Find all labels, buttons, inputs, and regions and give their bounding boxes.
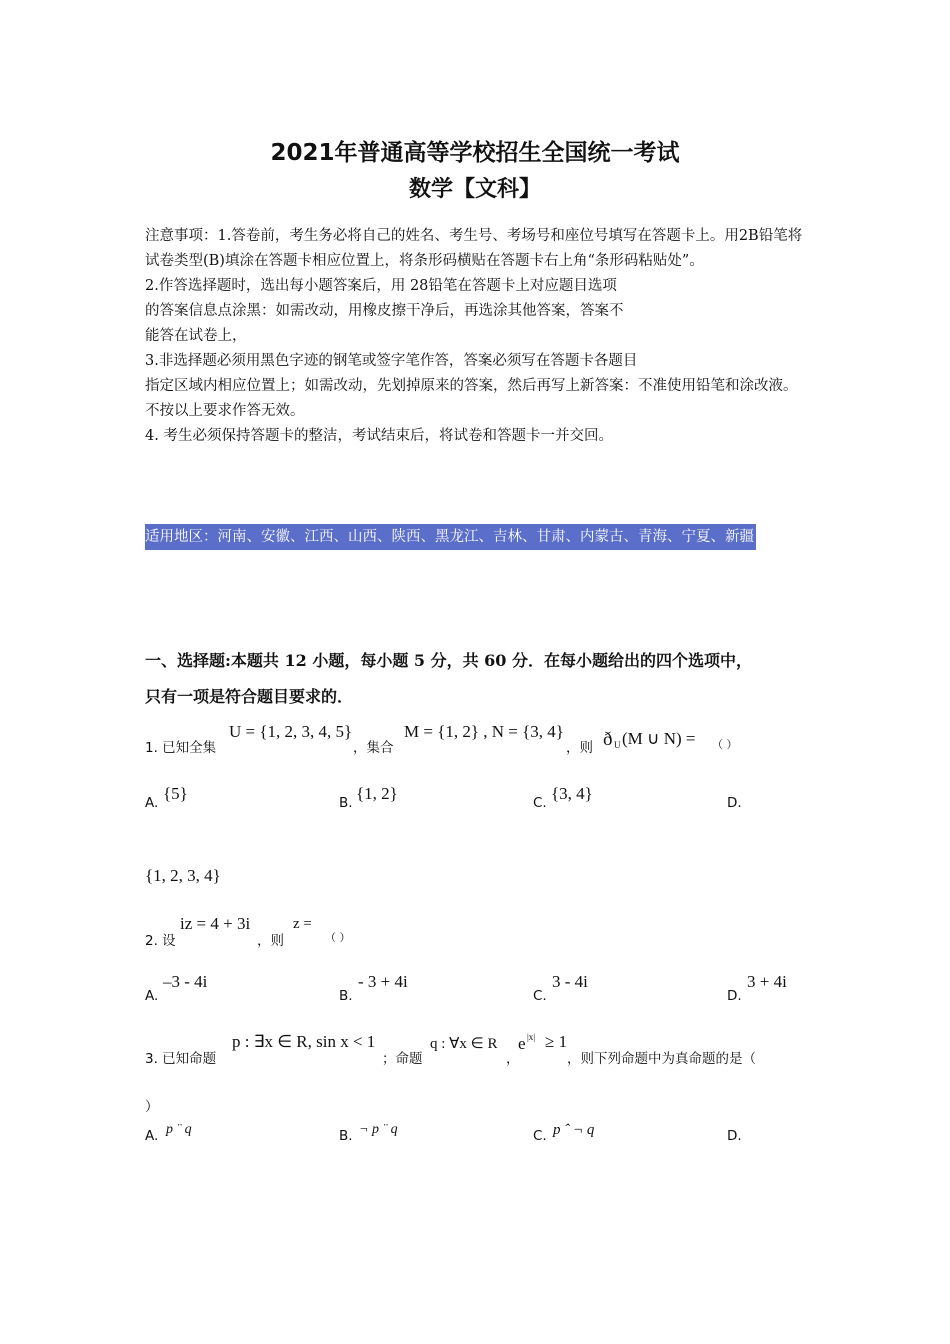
q3-option-c: p ˆ ¬ q — [553, 1122, 595, 1138]
q1-prefix: 1. 已知全集 — [145, 740, 217, 756]
q3-proposition-q: q : ∀x ∈ R — [430, 1036, 498, 1052]
q1-option-d-label: D. — [727, 795, 742, 811]
q1-set-u: U = {1, 2, 3, 4, 5} — [229, 722, 353, 741]
q3-semi: ；命题 — [382, 1051, 423, 1067]
q1-paren: （ ） — [712, 738, 738, 751]
q3-option-b-label: B. — [339, 1128, 353, 1144]
note-line: 的答案信息点涂黑：如需改动，用橡皮擦干净后，再选涂其他答案，答案不 — [145, 303, 624, 319]
q3-comma: ， — [506, 1051, 520, 1067]
exam-title: 2021年普通高等学校招生全国统一考试 — [270, 140, 680, 166]
q1-option-b: {1, 2} — [356, 784, 398, 803]
q1-option-c-label: C. — [533, 795, 547, 811]
q3-e: e — [518, 1034, 526, 1053]
q1-complement-sub: U — [614, 740, 621, 750]
q3-ge: ≥ 1 — [545, 1032, 568, 1051]
q3-exp: |x| — [527, 1032, 536, 1042]
q3-close: ） — [145, 1099, 159, 1115]
q2-option-c-label: C. — [533, 988, 547, 1004]
q2-option-a: –3 - 4i — [163, 972, 208, 991]
q1-complement-symbol: ð — [603, 729, 613, 750]
section-heading: 一、选择题:本题共 12 小题，每小题 5 分，共 60 分．在每小题给出的四个选项中， — [145, 651, 752, 670]
q1-sets-mn: M = {1, 2} , N = {3, 4} — [404, 722, 564, 741]
q2-z: z = — [293, 916, 312, 932]
q2-paren: （ ） — [325, 931, 351, 944]
q3-option-c-label: C. — [533, 1128, 547, 1144]
q2-option-b-label: B. — [339, 988, 353, 1004]
q3-prefix: 3. 已知命题 — [145, 1051, 217, 1067]
q1-option-a-label: A. — [145, 795, 159, 811]
note-line: 4. 考生必须保持答题卡的整洁，考试结束后，将试卷和答题卡一并交回。 — [145, 428, 613, 444]
q1-option-d: {1, 2, 3, 4} — [145, 866, 221, 885]
q3-option-a: p ¨ q — [166, 1122, 192, 1137]
q1-expr: (M ∪ N) = — [622, 729, 696, 748]
q3-option-d-label: D. — [727, 1128, 742, 1144]
q3-tail: ，则下列命题中为真命题的是（ — [567, 1051, 756, 1067]
q1-mid: ，集合 — [353, 740, 394, 756]
q2-option-d: 3 + 4i — [747, 972, 787, 991]
exam-subtitle: 数学【文科】 — [408, 177, 541, 202]
q1-option-c: {3, 4} — [551, 784, 593, 803]
q2-equation: iz = 4 + 3i — [180, 914, 251, 933]
q2-then: ，则 — [257, 933, 284, 949]
q3-option-b: ¬ p ¨ q — [359, 1122, 398, 1137]
region-highlight[interactable]: 适用地区：河南、安徽、江西、山西、陕西、黑龙江、吉林、甘肃、内蒙古、青海、宁夏、新疆 — [145, 524, 756, 550]
note-line: 2.作答选择题时，选出每小题答案后，用 28铅笔在答题卡上对应题目选项 — [145, 278, 617, 294]
q1-option-b-label: B. — [339, 795, 353, 811]
q2-option-d-label: D. — [727, 988, 742, 1004]
q2-prefix: 2. 设 — [145, 933, 176, 949]
note-line: 指定区域内相应位置上；如需改动，先划掉原来的答案，然后再写上新答案：不准使用铅笔和涂改液。不按以上要求作答无效。 — [145, 378, 798, 419]
q1-then: ，则 — [566, 740, 593, 756]
section-heading-cont: 只有一项是符合题目要求的． — [145, 687, 354, 706]
q2-option-c: 3 - 4i — [552, 972, 588, 991]
q2-option-b: - 3 + 4i — [358, 972, 408, 991]
q1-option-a: {5} — [163, 784, 188, 803]
q3-proposition-p: p : ∃x ∈ R, sin x < 1 — [232, 1032, 376, 1051]
exam-notes — [145, 224, 810, 449]
q3-option-a-label: A. — [145, 1128, 159, 1144]
note-line: 能答在试卷上， — [145, 328, 247, 344]
note-line: 3.非选择题必须用黑色字迹的钢笔或签字笔作答，答案必须写在答题卡各题目 — [145, 353, 638, 369]
note-line: 注意事项：1.答卷前，考生务必将自己的姓名、考生号、考场号和座位号填写在答题卡上。用2B铅笔将试卷类型(B)填涂在答题卡相应位置上，将条形码横贴在答题卡右上角“条形码粘贴处”。 — [145, 228, 803, 269]
q2-option-a-label: A. — [145, 988, 159, 1004]
